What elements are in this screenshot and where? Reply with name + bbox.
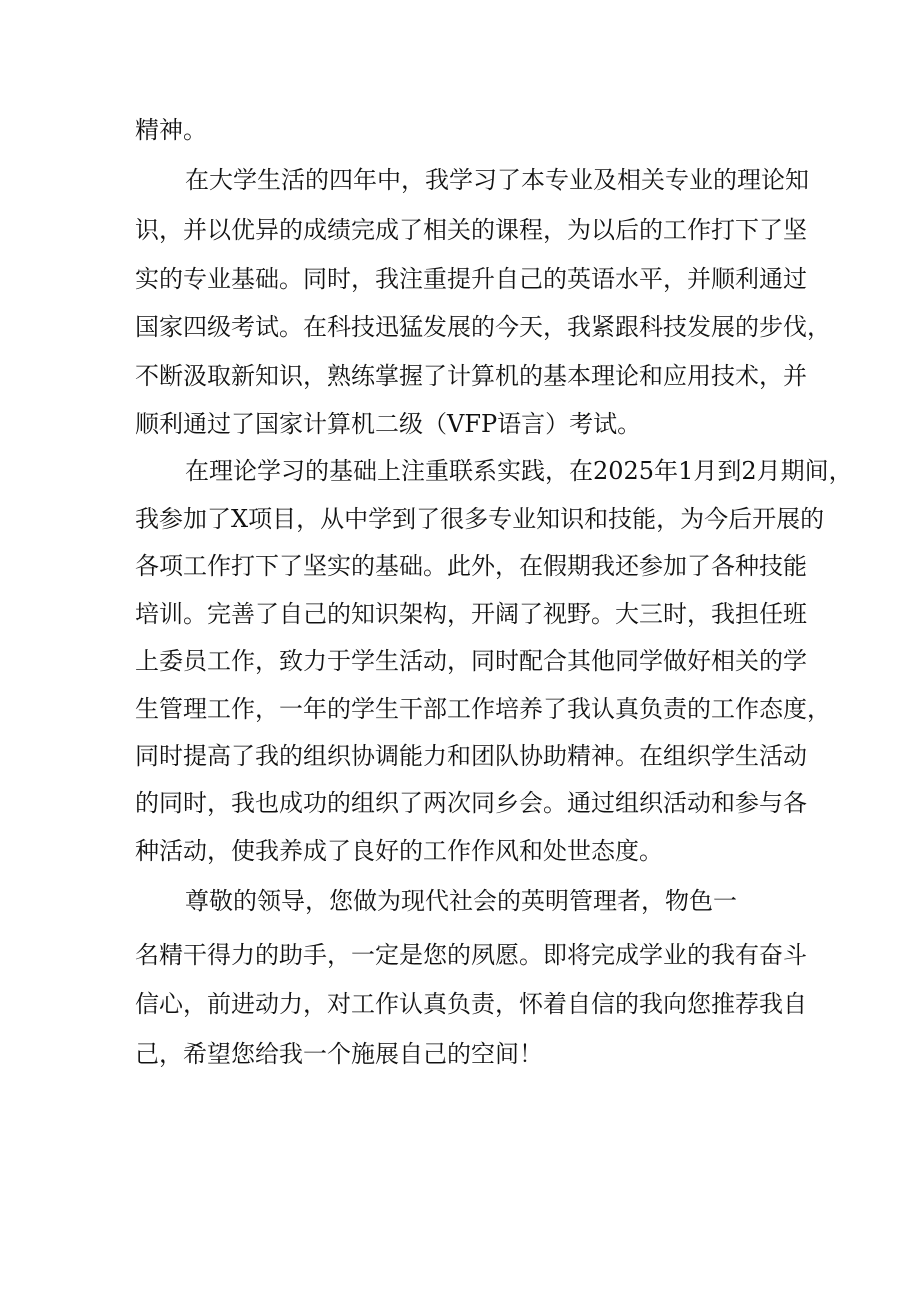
text-line: 种活动，使我养成了良好的工作作风和处世态度。 xyxy=(135,837,663,865)
text-line: 同时提高了我的组织协调能力和团队协助精神。在组织学生活动 xyxy=(135,742,807,770)
text-line: 名精干得力的助手，一定是您的夙愿。即将完成学业的我有奋斗 xyxy=(135,941,807,969)
text-line: 己，希望您给我一个施展自己的空间！ xyxy=(135,1040,543,1068)
text-line: 不断汲取新知识，熟练掌握了计算机的基本理论和应用技术，并 xyxy=(135,362,807,390)
paragraph-first-line: 在理论学习的基础上注重联系实践，在2025年1月到2月期间， xyxy=(185,457,853,485)
text-line: 生管理工作，一年的学生干部工作培养了我认真负责的工作态度， xyxy=(135,695,831,723)
text-line: 国家四级考试。在科技迅猛发展的今天，我紧跟科技发展的步伐， xyxy=(135,313,831,341)
text-line: 识，并以优异的成绩完成了相关的课程，为以后的工作打下了坚 xyxy=(135,216,807,244)
paragraph-first-line: 尊敬的领导，您做为现代社会的英明管理者，物色一 xyxy=(185,887,737,915)
text-line: 上委员工作，致力于学生活动，同时配合其他同学做好相关的学 xyxy=(135,647,807,675)
text-line: 精神。 xyxy=(135,116,207,144)
text-line: 实的专业基础。同时，我注重提升自己的英语水平，并顺利通过 xyxy=(135,265,807,293)
text-line: 培训。完善了自己的知识架构，开阔了视野。大三时，我担任班 xyxy=(135,600,807,628)
text-line: 我参加了X项目，从中学到了很多专业知识和技能，为今后开展的 xyxy=(135,505,825,533)
text-line: 各项工作打下了坚实的基础。此外，在假期我还参加了各种技能 xyxy=(135,552,807,580)
paragraph-first-line: 在大学生活的四年中，我学习了本专业及相关专业的理论知 xyxy=(185,166,809,194)
text-line: 顺利通过了国家计算机二级（VFP语言）考试。 xyxy=(135,410,642,438)
text-line: 信心，前进动力，对工作认真负责，怀着自信的我向您推荐我自 xyxy=(135,990,807,1018)
text-line: 的同时，我也成功的组织了两次同乡会。通过组织活动和参与各 xyxy=(135,789,807,817)
